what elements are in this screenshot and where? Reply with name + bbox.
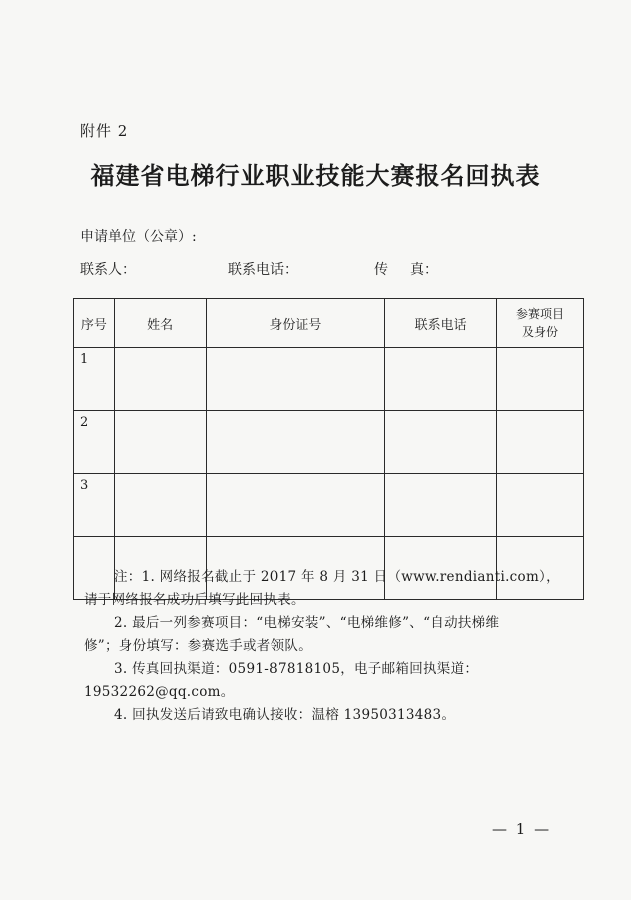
name-cell[interactable] [114,474,206,537]
row-number: 3 [74,474,115,537]
header-no: 序号 [74,299,115,348]
header-event-line1: 参赛项目 [515,307,564,321]
id-cell[interactable] [206,474,385,537]
contact-person-label: 联系人： [80,262,136,278]
table-header-row [74,299,584,348]
fax-label-part1: 传 [374,262,388,278]
note-line: 3. 传真回执渠道：0591-87818105，电子邮箱回执渠道： [114,661,479,677]
note-line: 4. 回执发送后请致电确认接收：温榕 13950313483。 [114,707,456,723]
document-title: 福建省电梯行业职业技能大赛报名回执表 [90,161,541,190]
header-id-number: 身份证号 [206,299,385,348]
row-number: 2 [74,411,115,474]
contact-phone-label: 联系电话： [228,262,298,278]
table-row [74,348,584,411]
page-number: — 1 — [492,820,552,838]
id-cell[interactable] [206,411,385,474]
header-name: 姓名 [114,299,206,348]
id-cell[interactable] [206,348,385,411]
phone-cell[interactable] [385,348,497,411]
header-event-role [496,299,583,348]
note-line: 19532262@qq.com。 [84,684,235,700]
phone-cell[interactable] [385,474,497,537]
applicant-unit-label: 申请单位（公章）: [80,229,197,245]
notes-section [84,566,570,727]
event-cell[interactable] [496,411,583,474]
note-line: 注：1. 网络报名截止于 2017 年 8 月 31 日（www.rendianti.com）， [114,569,560,585]
phone-cell[interactable] [385,411,497,474]
table-row [74,474,584,537]
table-row [74,411,584,474]
attachment-label: 附件 2 [80,122,129,140]
name-cell[interactable] [114,348,206,411]
note-line: 2. 最后一列参赛项目：“电梯安装”、“电梯维修”、“自动扶梯维 [114,615,500,631]
event-cell[interactable] [496,348,583,411]
name-cell[interactable] [114,411,206,474]
fax-label [374,259,438,279]
header-phone: 联系电话 [385,299,497,348]
header-event-line2: 及身份 [521,325,558,339]
note-line: 修”；身份填写：参赛选手或者领队。 [84,638,313,654]
event-cell[interactable] [496,474,583,537]
registration-table [73,298,584,600]
fax-label-part2: 真： [410,262,438,278]
note-line: 请于网络报名成功后填写此回执表。 [84,592,305,608]
row-number: 1 [74,348,115,411]
